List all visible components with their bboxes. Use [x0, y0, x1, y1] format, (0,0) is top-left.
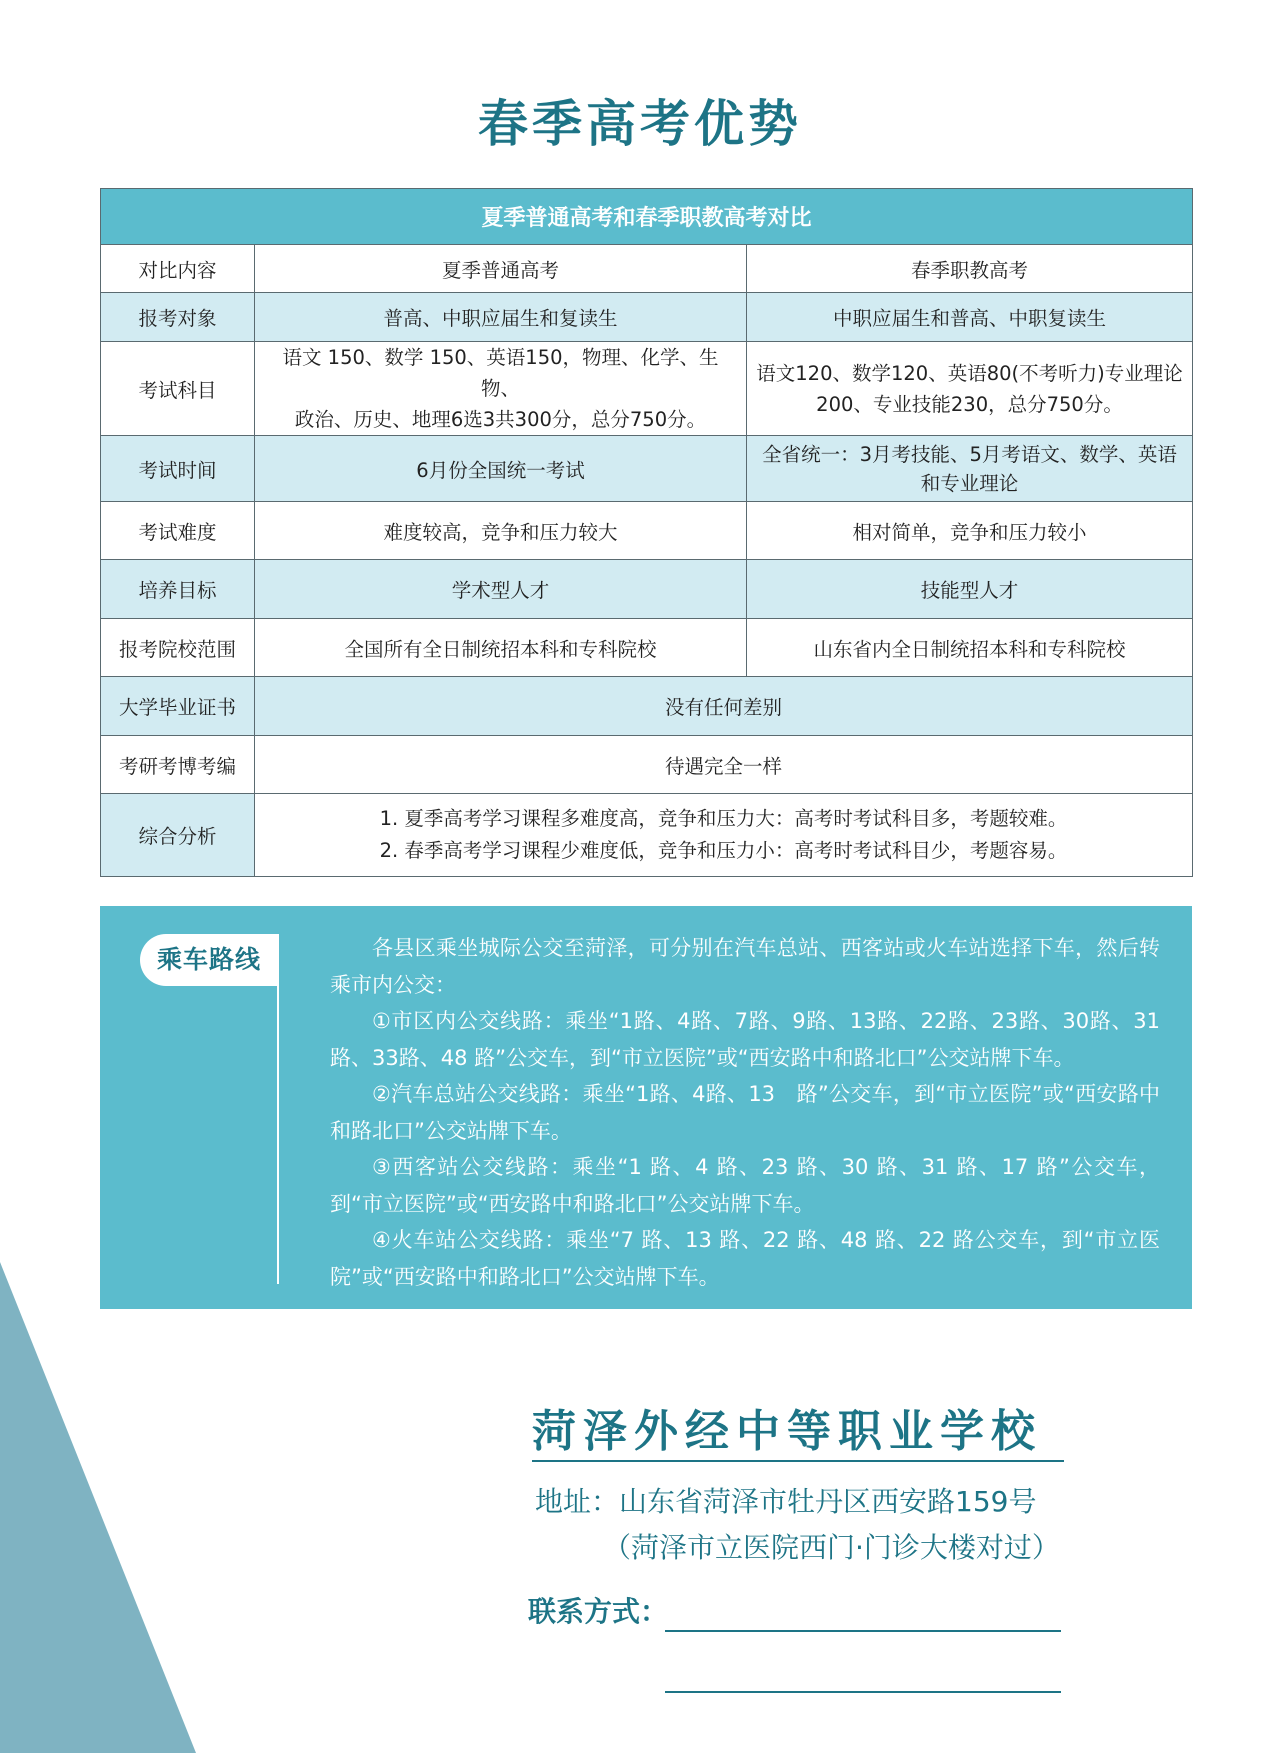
- merged-cell: 没有任何差别: [255, 677, 1193, 736]
- table-row: [101, 502, 1193, 560]
- route-divider: [277, 934, 279, 1284]
- summer-cell: 普高、中职应届生和复读生: [255, 293, 747, 342]
- row-label: 考试科目: [101, 342, 255, 436]
- cell-line: 和专业理论: [920, 471, 1019, 495]
- header-cell: 春季职教高考: [747, 245, 1193, 293]
- contact-label: 联系方式：: [528, 1595, 669, 1628]
- table-row: [101, 677, 1193, 736]
- table-row: [101, 342, 1193, 436]
- route-paragraph: 各县区乘坐城际公交至菏泽，可分别在汽车总站、西客站或火车站选择下车，然后转乘市内公交：: [330, 936, 1160, 997]
- cell-line: 语文 150、数学 150、英语150，物理、化学、生物、: [282, 346, 719, 400]
- table-header-row: [101, 245, 1193, 293]
- header-cell: 夏季普通高考: [255, 245, 747, 293]
- route-text: [330, 930, 1160, 1295]
- summer-cell: 学术型人才: [255, 560, 747, 619]
- summer-cell: [255, 342, 747, 436]
- spring-cell: [747, 436, 1193, 502]
- table-row: [101, 436, 1193, 502]
- table-row: [101, 560, 1193, 619]
- route-tab-label: 乘车路线: [140, 934, 278, 986]
- row-label: 报考对象: [101, 293, 255, 342]
- comparison-table: [100, 188, 1193, 877]
- table-row: [101, 736, 1193, 794]
- merged-cell: 待遇完全一样: [255, 736, 1193, 794]
- row-label: 考试难度: [101, 502, 255, 560]
- school-address: 地址：山东省菏泽市牡丹区西安路159号: [535, 1485, 1037, 1518]
- analysis-line: 1. 夏季高考学习课程多难度高，竞争和压力大：高考时考试科目多，考题较难。: [379, 807, 1068, 830]
- row-label: 大学毕业证书: [101, 677, 255, 736]
- spring-cell: [747, 342, 1193, 436]
- spring-cell: 中职应届生和普高、中职复读生: [747, 293, 1193, 342]
- cell-line: 政治、历史、地理6选3共300分，总分750分。: [294, 408, 707, 431]
- contact-blank-line: [665, 1691, 1061, 1693]
- page-title: 春季高考优势: [478, 95, 802, 153]
- summer-cell: 全国所有全日制统招本科和专科院校: [255, 619, 747, 677]
- spring-cell: 山东省内全日制统招本科和专科院校: [747, 619, 1193, 677]
- table-row: [101, 794, 1193, 877]
- route-paragraph: ④火车站公交线路：乘坐“7 路、13 路、22 路、48 路、22 路公交车，到“市立医院”或“西安路中和路北口”公交站牌下车。: [330, 1228, 1160, 1289]
- row-label: 报考院校范围: [101, 619, 255, 677]
- cell-line: 全省统一：3月考技能、5月考语文、数学、英语: [762, 442, 1177, 466]
- cell-line: 语文120、数学120、英语80(不考听力)专业理论: [756, 361, 1183, 385]
- route-paragraph: ①市区内公交线路：乘坐“1路、4路、7路、9路、13路、22路、23路、30路、31路、33路、48 路”公交车，到“市立医院”或“西安路中和路北口”公交站牌下车。: [330, 1009, 1160, 1070]
- analysis-cell: [255, 794, 1193, 877]
- route-paragraph: ③西客站公交线路：乘坐“1 路、4 路、23 路、30 路、31 路、17 路”公交车，到“市立医院”或“西安路中和路北口”公交站牌下车。: [330, 1155, 1160, 1216]
- table-row: [101, 619, 1193, 677]
- school-name-underline: [532, 1460, 1064, 1462]
- route-panel: [100, 906, 1192, 1309]
- spring-cell: 相对简单，竞争和压力较小: [747, 502, 1193, 560]
- school-address-note: （菏泽市立医院西门·门诊大楼对过）: [603, 1531, 1060, 1564]
- analysis-line: 2. 春季高考学习课程少难度低，竞争和压力小：高考时考试科目少，考题容易。: [379, 839, 1068, 862]
- table-row: [101, 293, 1193, 342]
- spring-cell: 技能型人才: [747, 560, 1193, 619]
- summer-cell: 6月份全国统一考试: [255, 436, 747, 502]
- route-paragraph: ②汽车总站公交线路：乘坐“1路、4路、13 路”公交车，到“市立医院”或“西安路中和路北口”公交站牌下车。: [330, 1082, 1160, 1143]
- cell-line: 200、专业技能230，总分750分。: [816, 392, 1123, 416]
- contact-blank-line: [665, 1630, 1061, 1632]
- row-label: 考试时间: [101, 436, 255, 502]
- table-caption: 夏季普通高考和春季职教高考对比: [101, 189, 1193, 245]
- row-label: 综合分析: [101, 794, 255, 877]
- row-label: 考研考博考编: [101, 736, 255, 794]
- row-label: 培养目标: [101, 560, 255, 619]
- summer-cell: 难度较高，竞争和压力较大: [255, 502, 747, 560]
- school-name: 菏泽外经中等职业学校: [532, 1406, 1042, 1457]
- header-cell: 对比内容: [101, 245, 255, 293]
